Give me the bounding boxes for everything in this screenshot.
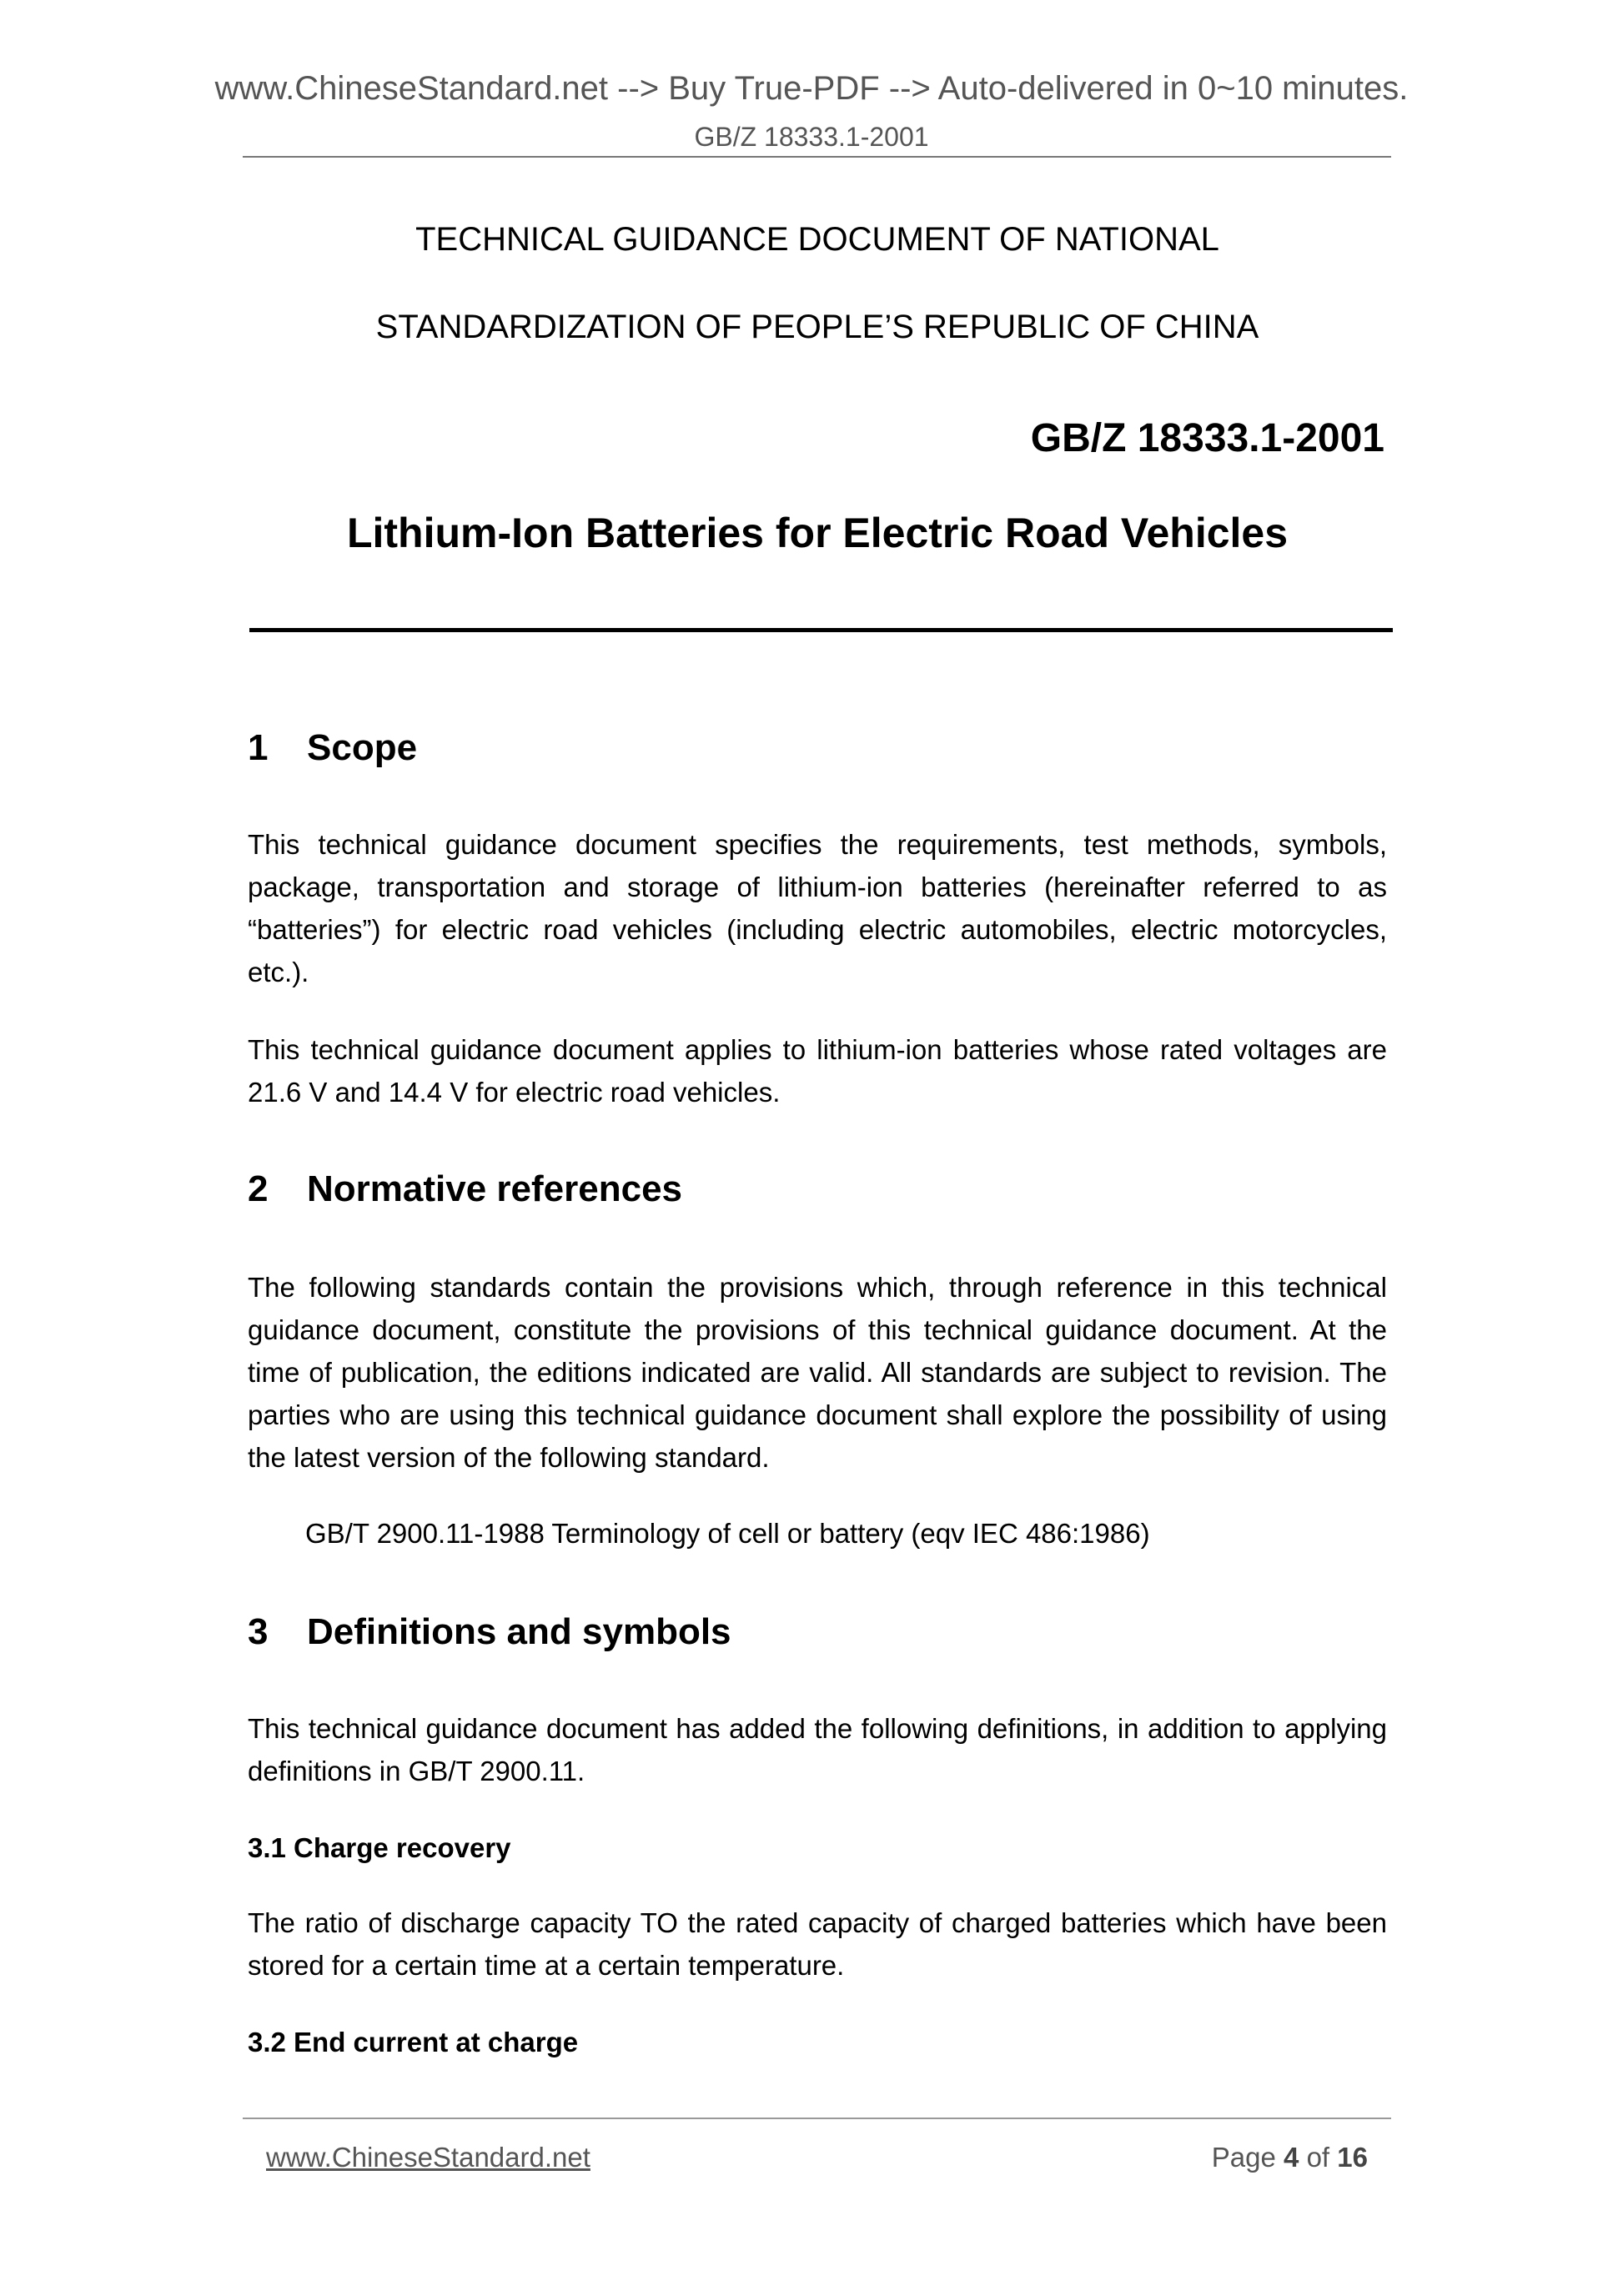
reference-item: GB/T 2900.11-1988 Terminology of cell or battery (eqv IEC 486:1986) [305, 1518, 1150, 1549]
section-title: Definitions and symbols [307, 1611, 731, 1652]
charge-recovery-definition: The ratio of discharge capacity TO the rated capacity of charged batteries which have been stored for a certain time at a certain temperature. [248, 1907, 1387, 1981]
footer-site-link[interactable]: www.ChineseStandard.net [266, 2142, 590, 2173]
footer-divider [243, 2118, 1391, 2119]
header-promo: www.ChineseStandard.net --> Buy True-PDF --> Auto-delivered in 0~10 minutes. [214, 70, 1409, 107]
page-current: 4 [1284, 2142, 1299, 2173]
cover-title-line2: STANDARDIZATION OF PEOPLE’S REPUBLIC OF CHINA [375, 309, 1259, 345]
scope-paragraph-1: This technical guidance document specifies the requirements, test methods, symbols, package, transportation and storage of lithium-ion batteries (hereinafter referred to as “batteries”) for electric road vehicles (including electric automobiles, electric motorcycles, etc.). [248, 829, 1387, 987]
section-number: 3 [248, 1611, 269, 1652]
section-heading-normative-references [248, 1168, 682, 1211]
section-title: Normative references [307, 1168, 683, 1209]
header-divider [243, 156, 1391, 158]
scope-paragraph-2: This technical guidance document applies to lithium-ion batteries whose rated voltages are 21.6 V and 14.4 V for electric road vehicles. [248, 1034, 1387, 1108]
document-title: Lithium-Ion Batteries for Electric Road Vehicles [346, 510, 1289, 556]
section-number: 1 [248, 727, 269, 768]
page-prefix: Page [1211, 2142, 1276, 2173]
header-doc-code: GB/Z 18333.1-2001 [694, 122, 929, 152]
subsection-heading-end-current: 3.2 End current at charge [248, 2027, 579, 2057]
section-heading-scope [248, 726, 417, 770]
cover-title-line1: TECHNICAL GUIDANCE DOCUMENT OF NATIONAL [415, 221, 1219, 258]
definitions-paragraph: This technical guidance document has added the following definitions, in addition to applying definitions in GB/T 2900.11. [248, 1713, 1387, 1786]
page-total: 16 [1337, 2142, 1368, 2173]
page-indicator [1212, 2140, 1368, 2175]
subsection-heading-charge-recovery: 3.1 Charge recovery [248, 1832, 511, 1863]
section-title: Scope [307, 727, 418, 768]
page-of: of [1306, 2142, 1330, 2173]
standard-number: GB/Z 18333.1-2001 [1030, 416, 1384, 460]
section-heading-definitions [248, 1610, 731, 1654]
section-number: 2 [248, 1168, 269, 1209]
normative-paragraph: The following standards contain the provisions which, through reference in this technical guidance document, constitute the provisions of this technical guidance document. At the time of publication, the editions indicated are valid. All standards are subject to revision. The parties who are using this technical guidance document shall explore the possibility of using the latest version of the following standard. [248, 1272, 1387, 1473]
title-divider [249, 628, 1393, 632]
